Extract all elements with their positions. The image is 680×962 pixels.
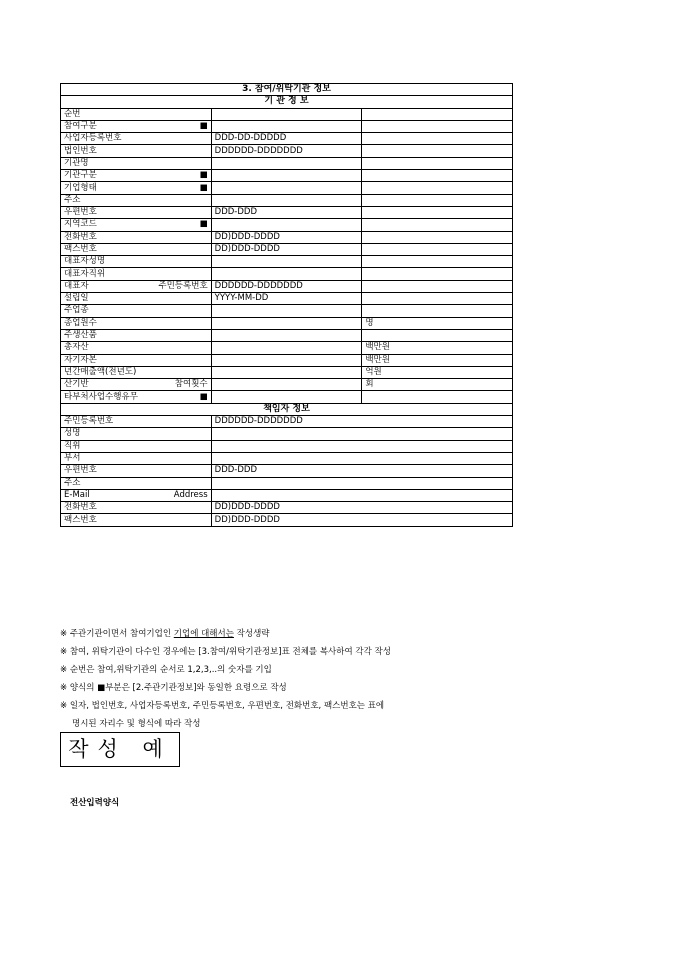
table-row xyxy=(61,231,513,243)
note-item: ※ 순번은 참여,위탁기관의 순서로 1,2,3,..의 숫자를 기입 xyxy=(60,665,272,675)
field-value xyxy=(211,268,362,280)
field-label: 전화번호 xyxy=(61,502,212,514)
note-item: ※ 참여, 위탁기관이 다수인 경우에는 [3.참여/위탁기관정보]표 전체를 복사하여 각각 작성 xyxy=(60,647,391,657)
footer-label: 전산입력양식 xyxy=(70,798,120,808)
field-label: 자기자본 xyxy=(61,354,212,366)
field-label: 주민등록번호 xyxy=(61,416,212,428)
field-value: DDD-DDD xyxy=(211,465,512,477)
field-unit: 회 xyxy=(362,379,513,391)
field-label: 타부처사업수행유무■ xyxy=(61,391,212,403)
field-label: 순번 xyxy=(61,108,212,120)
table-row xyxy=(61,120,513,132)
field-label: 대표자 주민등록번호 xyxy=(61,280,212,292)
participant-org-form-table xyxy=(60,83,513,527)
field-label: 전화번호 xyxy=(61,231,212,243)
field-value xyxy=(211,317,362,329)
field-value: DD)DDD-DDDD xyxy=(211,231,362,243)
field-label: 종업원수 xyxy=(61,317,212,329)
table-row xyxy=(61,329,513,341)
field-value: YYYY-MM-DD xyxy=(211,293,362,305)
field-value xyxy=(211,157,362,169)
field-label: 주생산품 xyxy=(61,329,212,341)
field-value xyxy=(211,194,362,206)
table-row xyxy=(61,391,513,403)
field-value xyxy=(211,182,362,194)
field-unit xyxy=(362,231,513,243)
table-row xyxy=(61,194,513,206)
table-row xyxy=(61,514,513,526)
field-unit xyxy=(362,133,513,145)
field-label: E-Mail Address xyxy=(61,489,212,501)
manager-info-section-header: 책임자 정보 xyxy=(61,403,513,415)
field-label: 총자산 xyxy=(61,342,212,354)
field-value: DD)DDD-DDDD xyxy=(211,514,512,526)
field-unit xyxy=(362,145,513,157)
field-unit xyxy=(362,293,513,305)
field-label: 기관명 xyxy=(61,157,212,169)
table-row xyxy=(61,108,513,120)
field-unit xyxy=(362,108,513,120)
table-row xyxy=(61,379,513,391)
table-row xyxy=(61,133,513,145)
field-unit xyxy=(362,120,513,132)
field-unit xyxy=(362,305,513,317)
field-label: 참여구분■ xyxy=(61,120,212,132)
field-label: 대표자직위 xyxy=(61,268,212,280)
field-unit xyxy=(362,219,513,231)
field-unit xyxy=(362,157,513,169)
field-value xyxy=(211,120,362,132)
table-row xyxy=(61,243,513,255)
field-label: 사업자등록번호 xyxy=(61,133,212,145)
field-value xyxy=(211,391,362,403)
field-value xyxy=(211,354,362,366)
field-unit xyxy=(362,256,513,268)
field-value: DDDDDD-DDDDDDD xyxy=(211,145,362,157)
field-unit xyxy=(362,268,513,280)
field-label: 대표자성명 xyxy=(61,256,212,268)
field-label: 기업형태■ xyxy=(61,182,212,194)
table-row xyxy=(61,489,513,501)
table-row xyxy=(61,268,513,280)
field-unit xyxy=(362,391,513,403)
field-value: DDD-DDD xyxy=(211,206,362,218)
field-value xyxy=(211,452,512,464)
field-value xyxy=(211,440,512,452)
field-unit xyxy=(362,170,513,182)
field-value xyxy=(211,342,362,354)
field-value xyxy=(211,329,362,341)
field-value xyxy=(211,379,362,391)
table-row xyxy=(61,366,513,378)
field-unit: 백만원 xyxy=(362,354,513,366)
field-unit: 억원 xyxy=(362,366,513,378)
note-item-continuation: 명시된 자리수 및 형식에 따라 작성 xyxy=(72,719,201,729)
field-unit xyxy=(362,206,513,218)
table-row xyxy=(61,317,513,329)
table-row xyxy=(61,206,513,218)
table-row xyxy=(61,416,513,428)
field-label: 법인번호 xyxy=(61,145,212,157)
field-unit xyxy=(362,280,513,292)
note-item: ※ 양식의 ■부분은 [2.주관기관정보]와 동일한 요령으로 작성 xyxy=(60,683,287,693)
field-label: 팩스번호 xyxy=(61,514,212,526)
table-row xyxy=(61,465,513,477)
field-label: 주소 xyxy=(61,477,212,489)
table-row xyxy=(61,145,513,157)
field-unit xyxy=(362,243,513,255)
field-unit xyxy=(362,329,513,341)
field-unit xyxy=(362,182,513,194)
field-value xyxy=(211,170,362,182)
field-value: DDDDDD-DDDDDDD xyxy=(211,416,512,428)
field-label: 성명 xyxy=(61,428,212,440)
field-label: 지역코드■ xyxy=(61,219,212,231)
field-label: 우편번호 xyxy=(61,465,212,477)
table-row xyxy=(61,354,513,366)
field-label: 우편번호 xyxy=(61,206,212,218)
table-row xyxy=(61,219,513,231)
table-row xyxy=(61,157,513,169)
field-value xyxy=(211,305,362,317)
example-label-box: 작성 예 xyxy=(60,732,180,767)
field-value xyxy=(211,477,512,489)
table-row xyxy=(61,293,513,305)
field-label: 팩스번호 xyxy=(61,243,212,255)
field-value: DDDDDD-DDDDDDD xyxy=(211,280,362,292)
table-row xyxy=(61,256,513,268)
table-row xyxy=(61,477,513,489)
field-value xyxy=(211,108,362,120)
table-row xyxy=(61,170,513,182)
field-label: 기관구분■ xyxy=(61,170,212,182)
field-unit: 백만원 xyxy=(362,342,513,354)
field-value: DDD-DD-DDDDD xyxy=(211,133,362,145)
table-row xyxy=(61,440,513,452)
field-value xyxy=(211,366,362,378)
table-row xyxy=(61,452,513,464)
field-value: DD)DDD-DDDD xyxy=(211,502,512,514)
table-row xyxy=(61,342,513,354)
table-row xyxy=(61,280,513,292)
field-label: 직위 xyxy=(61,440,212,452)
note-item: ※ 일자, 법인번호, 사업자등록번호, 주민등록번호, 우편번호, 전화번호, 팩스번호는 표에 xyxy=(60,701,385,711)
field-label: 주소 xyxy=(61,194,212,206)
table-row xyxy=(61,502,513,514)
field-label: 산기반 참여횟수 xyxy=(61,379,212,391)
table-row xyxy=(61,182,513,194)
field-label: 주업종 xyxy=(61,305,212,317)
field-value xyxy=(211,219,362,231)
table-row xyxy=(61,305,513,317)
field-label: 년간매출액(전년도) xyxy=(61,366,212,378)
field-unit xyxy=(362,194,513,206)
field-value xyxy=(211,428,512,440)
field-value: DD)DDD-DDDD xyxy=(211,243,362,255)
field-unit: 명 xyxy=(362,317,513,329)
form-title: 3. 참여/위탁기관 정보 xyxy=(61,84,513,96)
notes-block xyxy=(60,625,391,733)
org-info-section-header: 기 관 정 보 xyxy=(61,96,513,108)
field-value xyxy=(211,489,512,501)
note-item: ※ 주관기관이면서 참여기업인 기업에 대해서는 작성생략 xyxy=(60,629,270,639)
table-row xyxy=(61,428,513,440)
field-value xyxy=(211,256,362,268)
field-label: 부서 xyxy=(61,452,212,464)
field-label: 설립일 xyxy=(61,293,212,305)
